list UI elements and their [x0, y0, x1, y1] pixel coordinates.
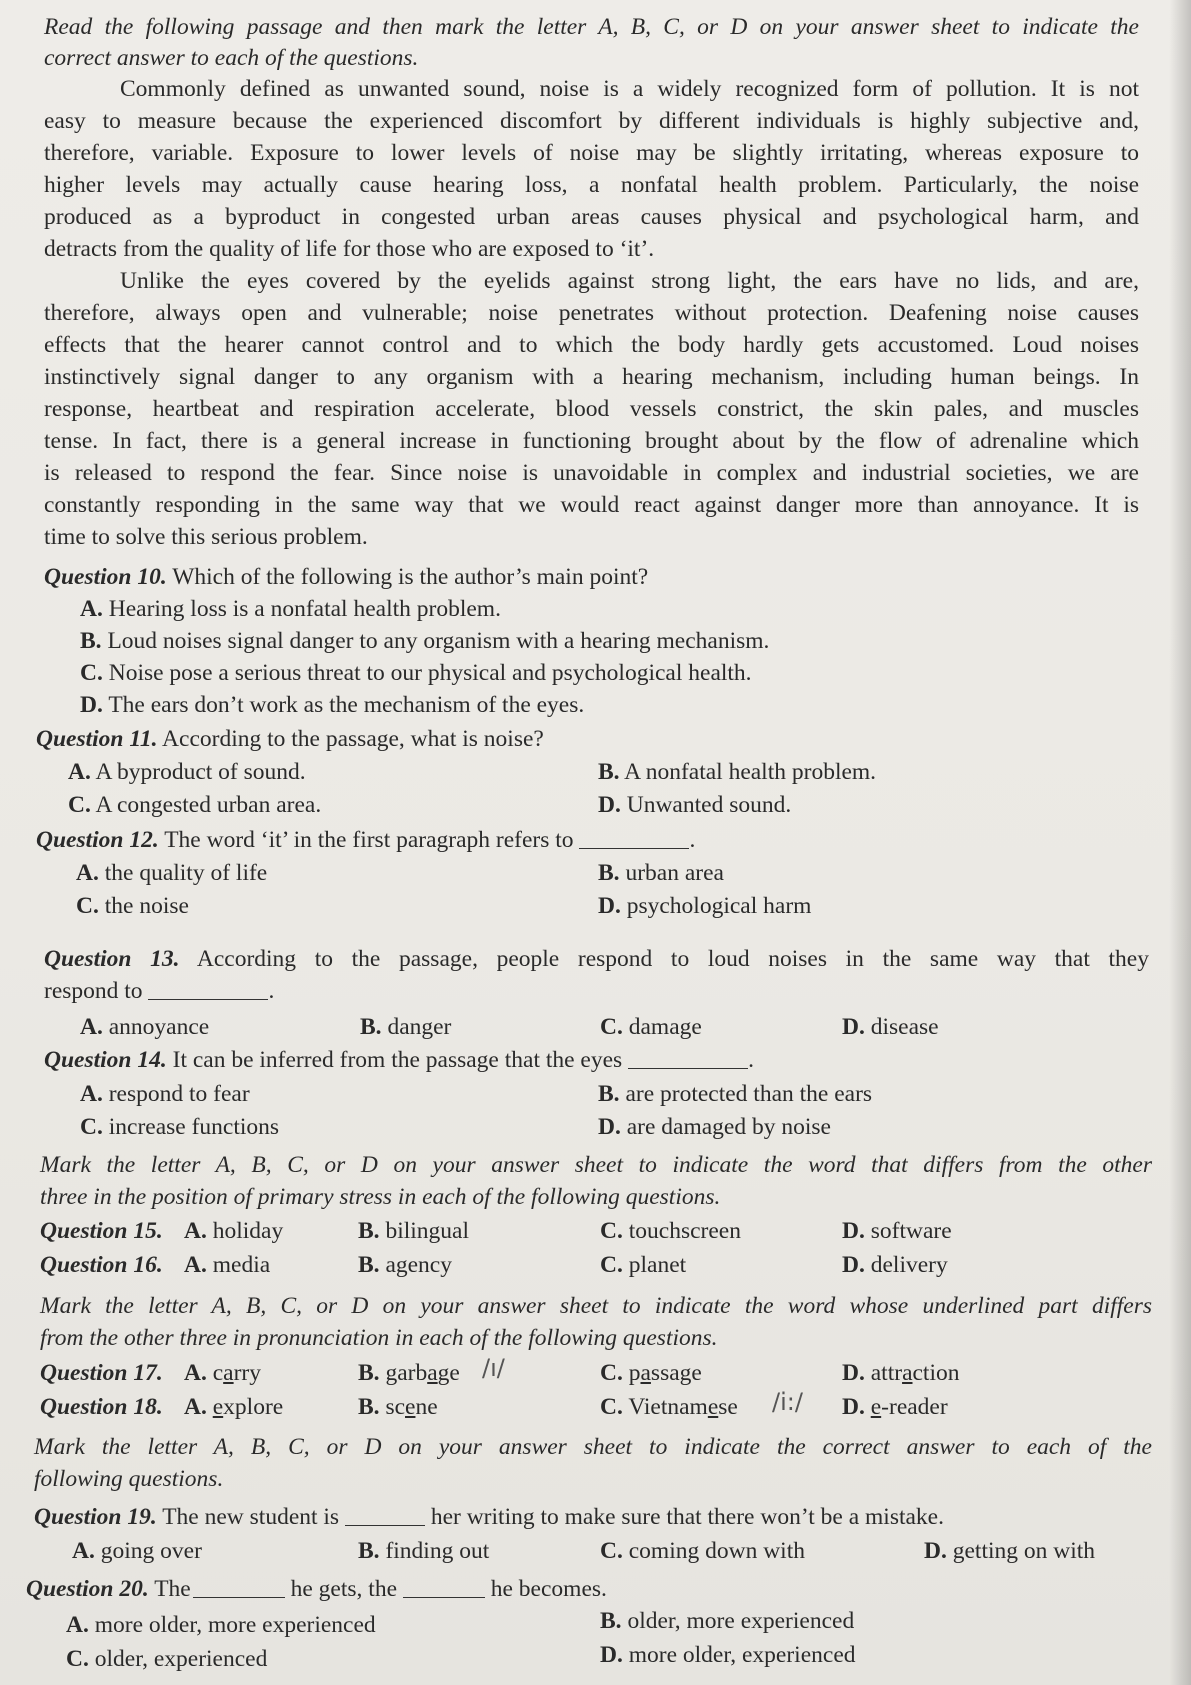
- question-10: [44, 562, 648, 592]
- option-a[interactable]: A. going over: [72, 1538, 202, 1564]
- option-a[interactable]: A. A byproduct of sound.: [68, 759, 306, 785]
- question-12: Question 12. The word ‘it’ in the first paragraph refers to .: [36, 827, 696, 853]
- option-b[interactable]: B. agency: [358, 1252, 452, 1278]
- question-stem: The word ‘it’ in the first paragraph refers to: [164, 827, 574, 853]
- option-a[interactable]: A. annoyance: [80, 1014, 210, 1040]
- question-label: Question 10.: [44, 564, 167, 590]
- instruction-line: Mark the letter A, B, C, or D on your answer sheet to indicate the word that differs from the other: [40, 1152, 1152, 1178]
- passage-line: instinctively signal danger to any organism with a hearing mechanism, including human beings. In: [44, 364, 1139, 390]
- option-c[interactable]: C. increase functions: [80, 1114, 280, 1140]
- option-d[interactable]: D. software: [842, 1218, 952, 1244]
- option-d[interactable]: D. e-reader: [842, 1394, 948, 1420]
- question-label: Question 16.: [40, 1252, 163, 1278]
- question-label: Question 15.: [40, 1218, 163, 1244]
- option-c[interactable]: C. Noise pose a serious threat to our physical and psychological health.: [80, 660, 752, 686]
- instruction-line: correct answer to each of the questions.: [44, 45, 419, 71]
- question-13: [44, 944, 1149, 974]
- option-a[interactable]: A. carry: [184, 1360, 262, 1386]
- answer-blank: [403, 1575, 485, 1598]
- option-d[interactable]: D. delivery: [842, 1252, 948, 1278]
- handwritten-note: /ı/: [482, 1354, 505, 1382]
- question-label: Question 17.: [40, 1360, 163, 1386]
- option-d[interactable]: D. attraction: [842, 1360, 960, 1386]
- passage-line: produced as a byproduct in congested urban areas causes physical and psychological harm, and: [44, 204, 1139, 230]
- underlined-letter: e: [212, 1394, 224, 1420]
- passage-line: effects that the hearer cannot control and to which the body hardly gets accustomed. Loud noises: [44, 332, 1139, 358]
- option-b[interactable]: B. urban area: [598, 860, 724, 886]
- option-a[interactable]: A. Hearing loss is a nonfatal health problem.: [80, 596, 501, 622]
- option-b[interactable]: B. danger: [360, 1014, 452, 1040]
- question-stem: The: [154, 1576, 191, 1602]
- passage-line: time to solve this serious problem.: [44, 524, 368, 550]
- passage-line: Unlike the eyes covered by the eyelids against strong light, the ears have no lids, and are,: [120, 268, 1139, 294]
- handwritten-note: /i:/: [772, 1388, 803, 1416]
- question-label: Question 18.: [40, 1394, 163, 1420]
- question-20: Question 20. The he gets, the he becomes.: [26, 1576, 607, 1602]
- option-b[interactable]: B. scene: [358, 1394, 438, 1420]
- option-b[interactable]: B. garbage: [358, 1360, 460, 1386]
- question-label: Question 19.: [34, 1504, 157, 1530]
- instruction-line: Mark the letter A, B, C, or D on your answer sheet to indicate the correct answer to each of the: [34, 1434, 1152, 1460]
- passage-line: Commonly defined as unwanted sound, noise is a widely recognized form of pollution. It is not: [120, 76, 1139, 102]
- passage-line: detracts from the quality of life for those who are exposed to ‘it’.: [44, 236, 655, 262]
- option-b[interactable]: B. finding out: [358, 1538, 490, 1564]
- option-c[interactable]: C. the noise: [76, 893, 189, 919]
- option-d[interactable]: D. psychological harm: [598, 893, 812, 919]
- underlined-letter: a: [223, 1360, 234, 1386]
- passage-line: easy to measure because the experienced discomfort by different individuals is highly subjective and,: [44, 108, 1139, 134]
- passage-line: higher levels may actually cause hearing loss, a nonfatal health problem. Particularly, the noise: [44, 172, 1139, 198]
- question-16: [40, 1250, 163, 1280]
- option-d[interactable]: D. The ears don’t work as the mechanism of the eyes.: [80, 692, 585, 718]
- option-a[interactable]: A. media: [184, 1252, 271, 1278]
- question-stem: Which of the following is the author’s main point?: [172, 564, 649, 590]
- question-14: Question 14. It can be inferred from the passage that the eyes .: [44, 1047, 754, 1073]
- option-a[interactable]: A. more older, more experienced: [66, 1612, 376, 1638]
- option-d[interactable]: D. are damaged by noise: [598, 1114, 831, 1140]
- option-c[interactable]: C. coming down with: [600, 1538, 805, 1564]
- option-d[interactable]: D. Unwanted sound.: [598, 792, 792, 818]
- underlined-letter: e: [405, 1394, 416, 1420]
- option-c[interactable]: C. passage: [600, 1360, 702, 1386]
- question-label: Question 20.: [26, 1576, 149, 1602]
- instruction-line: three in the position of primary stress in each of the following questions.: [40, 1184, 721, 1210]
- option-d[interactable]: D. disease: [842, 1014, 939, 1040]
- underlined-letter: e: [870, 1394, 882, 1420]
- underlined-letter: a: [427, 1360, 438, 1386]
- option-c[interactable]: C. damage: [600, 1014, 702, 1040]
- passage-line: therefore, variable. Exposure to lower levels of noise may be slightly irritating, whereas exposure to: [44, 140, 1139, 166]
- option-d[interactable]: D. more older, experienced: [600, 1642, 856, 1668]
- passage-line: tense. In fact, there is a general increase in functioning brought about by the flow of adrenaline which: [44, 428, 1139, 454]
- question-label: Question 11.: [36, 726, 158, 752]
- underlined-letter: a: [902, 1360, 913, 1386]
- answer-blank: [345, 1503, 425, 1526]
- question-11: [36, 724, 544, 754]
- answer-blank: [628, 1046, 748, 1069]
- question-stem: It can be inferred from the passage that the eyes: [172, 1047, 623, 1073]
- question-stem: The new student is: [162, 1504, 340, 1530]
- question-17: [40, 1358, 163, 1388]
- option-c[interactable]: C. A congested urban area.: [68, 792, 322, 818]
- option-d[interactable]: D. getting on with: [924, 1538, 1096, 1564]
- instruction-line: Mark the letter A, B, C, or D on your answer sheet to indicate the word whose underlined part differs: [40, 1293, 1152, 1319]
- option-a[interactable]: A. the quality of life: [76, 860, 268, 886]
- option-a[interactable]: A. respond to fear: [80, 1081, 250, 1107]
- question-19: Question 19. The new student is her writing to make sure that there won’t be a mistake.: [34, 1504, 944, 1530]
- option-b[interactable]: B. bilingual: [358, 1218, 469, 1244]
- question-15: [40, 1216, 163, 1246]
- passage-line: response, heartbeat and respiration accelerate, blood vessels constrict, the skin pales, and muscles: [44, 396, 1139, 422]
- question-stem: According to the passage, people respond to loud noises in the same way that they: [196, 946, 1149, 972]
- option-b[interactable]: B. are protected than the ears: [598, 1081, 873, 1107]
- question-13-cont: respond to .: [44, 978, 275, 1004]
- question-18: [40, 1392, 163, 1422]
- answer-blank: [148, 977, 268, 1000]
- passage-line: constantly responding in the same way that we would react against danger more than annoyance. It is: [44, 492, 1139, 518]
- underlined-letter: e: [707, 1394, 719, 1420]
- answer-blank: [193, 1575, 285, 1598]
- question-label: Question 14.: [44, 1047, 167, 1073]
- question-stem: According to the passage, what is noise?: [162, 726, 544, 752]
- passage-line: therefore, always open and vulnerable; noise penetrates without protection. Deafening noise causes: [44, 300, 1139, 326]
- option-a[interactable]: A. explore: [184, 1394, 284, 1420]
- instruction-line: following questions.: [34, 1466, 224, 1492]
- option-b[interactable]: B. A nonfatal health problem.: [598, 759, 877, 785]
- option-b[interactable]: B. older, more experienced: [600, 1608, 855, 1634]
- option-c[interactable]: C. Vietnamese: [600, 1394, 738, 1420]
- option-a[interactable]: A. holiday: [184, 1218, 284, 1244]
- option-c[interactable]: C. planet: [600, 1252, 687, 1278]
- answer-blank: [579, 826, 689, 849]
- underlined-letter: a: [640, 1360, 651, 1386]
- passage-line: is released to respond the fear. Since noise is unavoidable in complex and industrial societies, we are: [44, 460, 1139, 486]
- instruction-line: Read the following passage and then mark the letter A, B, C, or D on your answer sheet to indicate the: [44, 14, 1139, 40]
- option-b[interactable]: B. Loud noises signal danger to any organism with a hearing mechanism.: [80, 628, 770, 654]
- instruction-line: from the other three in pronunciation in each of the following questions.: [40, 1325, 718, 1351]
- option-c[interactable]: C. older, experienced: [66, 1646, 268, 1672]
- option-c[interactable]: C. touchscreen: [600, 1218, 741, 1244]
- question-label: Question 12.: [36, 827, 159, 853]
- question-label: Question 13.: [44, 946, 180, 972]
